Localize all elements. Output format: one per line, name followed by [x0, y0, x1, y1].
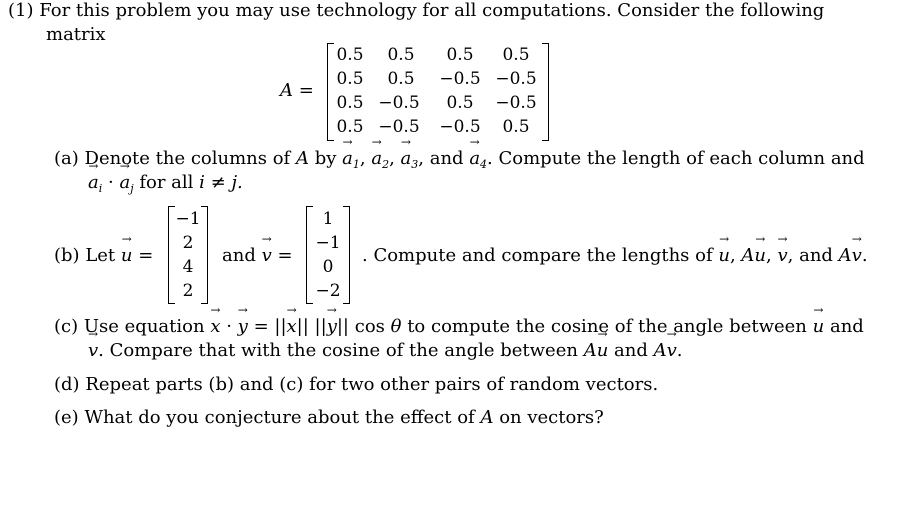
- vector-u-entry: 2: [182, 233, 194, 253]
- part-c-line-1: (c) Use equation → x · → y = ||→ x|| ||→ y|| cos θ to compute the cosine of the angle between → u and: [54, 316, 864, 338]
- problem-intro: [8, 0, 824, 22]
- matrix-cell: 0.5: [387, 45, 415, 65]
- part-c-line-2: → v. Compare that with the cosine of the angle between A→ u and A→ v.: [88, 340, 683, 362]
- vector-v-entry: 1: [322, 209, 334, 229]
- matrix-cell: 0.5: [502, 117, 530, 137]
- matrix-right-bracket: [542, 43, 549, 141]
- part-a-line-2: → $a_i$ · → $a_j$ for all i ≠ j.: [88, 172, 243, 200]
- matrix-cell: −0.5: [495, 93, 537, 113]
- matrix-label: A =: [280, 80, 314, 101]
- matrix-cell: 0.5: [446, 93, 474, 113]
- vector-u-entry: −1: [175, 209, 201, 229]
- vector-v-entry: −1: [315, 233, 341, 253]
- vector-u-entry: 4: [182, 257, 194, 277]
- matrix-a: [327, 43, 549, 141]
- intro-line-2: matrix: [46, 24, 106, 45]
- part-a-line-1: (a) Denote the columns of A by → $a_1$, → $a_2$, → $a_3$, and → $a_4$. Compute the length of each column and: [54, 148, 865, 176]
- vector-v-entry: −2: [315, 281, 341, 301]
- vector-v-entry: 0: [322, 257, 334, 277]
- vector-u: [168, 206, 208, 304]
- part-b-and-v: and → v =: [222, 245, 293, 267]
- matrix-cell: 0.5: [502, 45, 530, 65]
- part-d: (d) Repeat parts (b) and (c) for two other pairs of random vectors.: [54, 374, 659, 395]
- matrix-cell: 0.5: [336, 93, 364, 113]
- vector-u-entry: 2: [182, 281, 194, 301]
- matrix-cell: −0.5: [495, 69, 537, 89]
- matrix-cell: 0.5: [336, 45, 364, 65]
- matrix-cell: 0.5: [336, 69, 364, 89]
- part-e: (e) What do you conjecture about the effect of A on vectors?: [54, 407, 604, 428]
- vector-v: [306, 206, 350, 304]
- matrix-cell: −0.5: [378, 117, 420, 137]
- problem-number: (1): [8, 0, 34, 21]
- matrix-cell: −0.5: [378, 93, 420, 113]
- intro-line-1: For this problem you may use technology for all computations. Consider the following: [39, 0, 825, 21]
- matrix-cell: 0.5: [387, 69, 415, 89]
- part-b-lead: (b) Let → u =: [54, 245, 153, 267]
- matrix-cell: 0.5: [446, 45, 474, 65]
- matrix-cell: −0.5: [439, 117, 481, 137]
- part-b-text: . Compute and compare the lengths of → u, A→ u, → v, and A→ v.: [362, 245, 868, 267]
- matrix-cell: 0.5: [336, 117, 364, 137]
- matrix-cell: −0.5: [439, 69, 481, 89]
